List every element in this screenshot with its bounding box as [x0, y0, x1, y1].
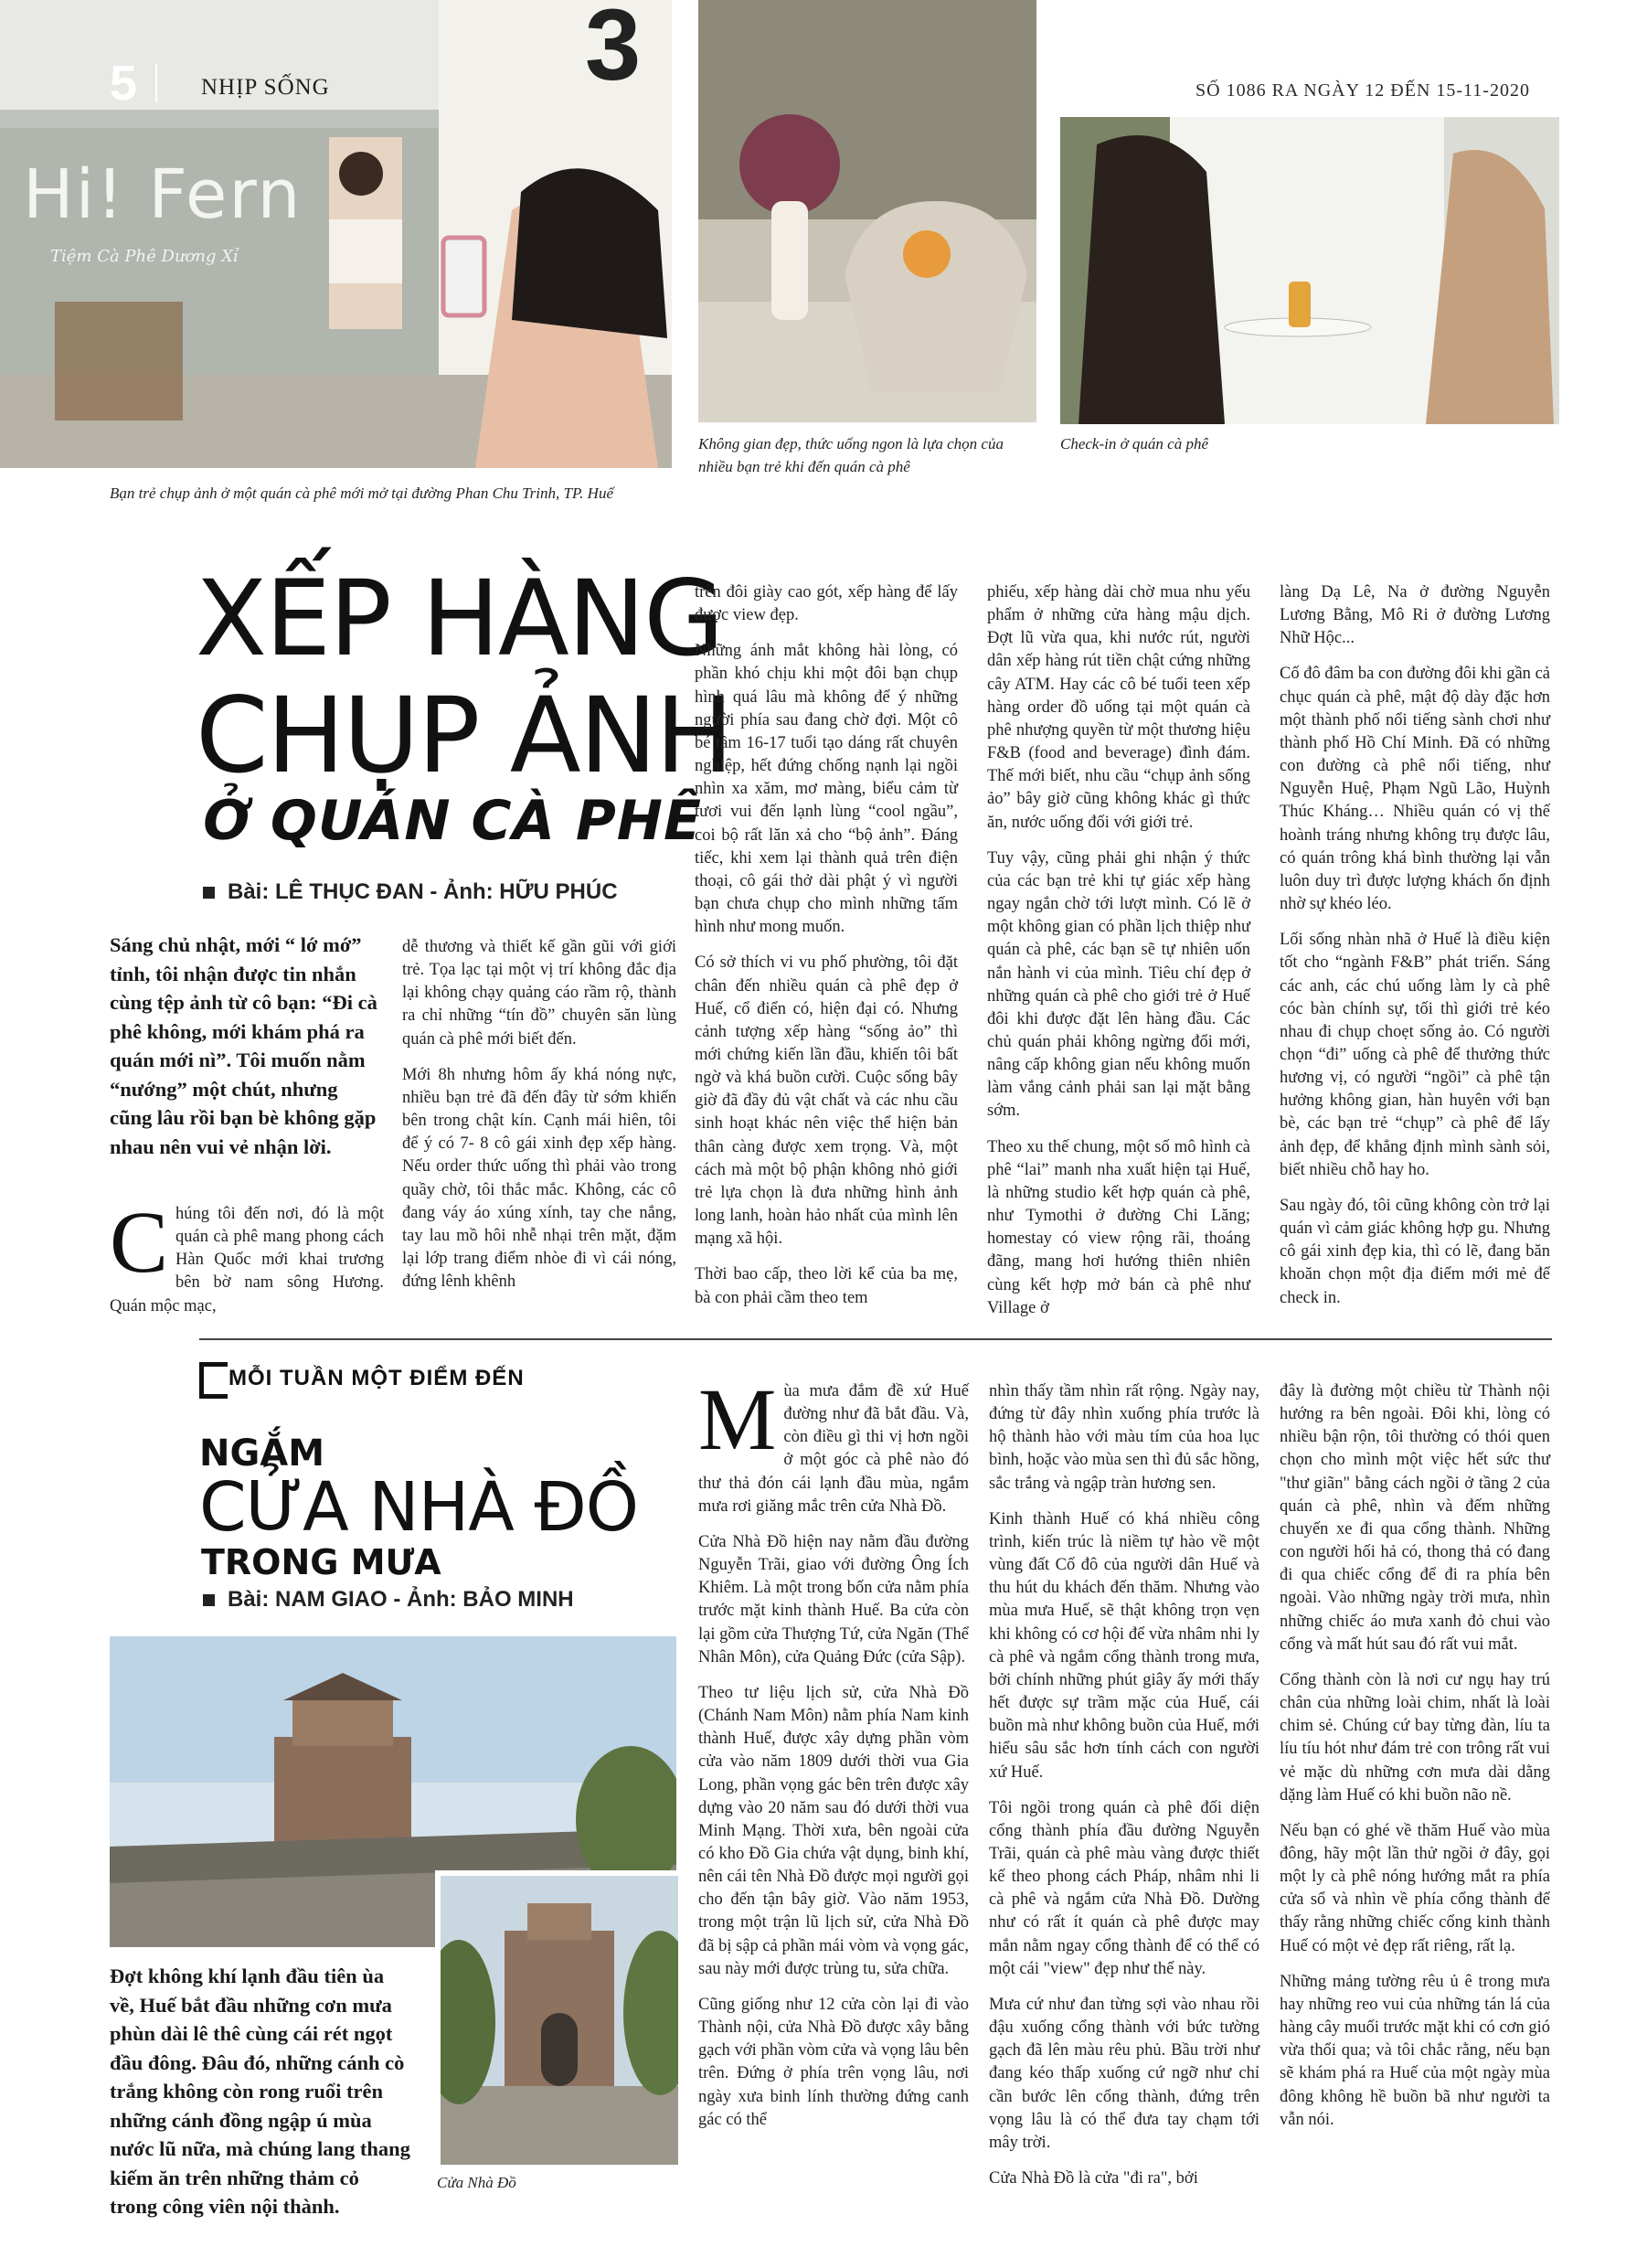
photo-checkin — [1060, 117, 1559, 424]
article1-col2-p2: Mới 8h nhưng hôm ấy khá nóng nực, nhiều bạn trẻ đã đến đây từ sớm khiến bên trong chật kín. Cạnh mái hiên, tôi để ý có 7- 8 cô gái xinh đẹp xếp hàng. Nếu order thức uống thì phải vào trong quầy chờ, tôi thắc mắc. Không, các cô đang váy áo xúng xính, tay che nắng, tay lau mồ hôi nhễ nhại trên mặt, đặm lại lớp trang điểm nhòe đi vì cái nóng, đứng lênh khênh — [402, 1065, 676, 1292]
article1-lead: Sáng chủ nhật, mới “ lớ mớ” tỉnh, tôi nhận được tin nhắn cùng tệp ảnh từ cô bạn: “Đi cà phê không, mới khám phá ra quán mới nì”. Tôi muốn nằm “nướng” một chút, nhưng cũng lâu rồi bạn bè không gặp nhau nên vui vẻ nhận lời. — [110, 933, 377, 1158]
article2-title-line3: TRONG MƯA — [201, 1542, 441, 1582]
article1-col4-p1: phiếu, xếp hàng dài chờ mua nhu yếu phẩm ở những cửa hàng mậu dịch. Đợt lũ vừa qua, khi nước rút, người dân xếp hàng rút tiền chật cứng những cây ATM. Hay các cô bé tuổi teen xếp hàng order đồ uống tại một quán cà phê nhượng quyền từ một thương hiệu F&B (food and beverage) đình đám. Thế mới biết, nhu cầu “chụp ảnh sống ảo” bây giờ cũng không khác gì thức ăn, nước uống đối với giới trẻ. — [987, 583, 1250, 832]
article1-title-line2: CHỤP ẢNH — [196, 675, 732, 796]
photo-cafe-storefront — [0, 0, 672, 468]
article1-col4 — [987, 581, 1250, 1333]
article1-title-line3: Ở QUÁN CÀ PHÊ — [203, 789, 702, 853]
article1-col5-p3: Lối sống nhàn nhã ở Huế là điều kiện tốt cho “ngành F&B” phát triển. Sáng các anh, các chú uống làm ly cà phê cóc bàn chính sự, tối thì giới trẻ kéo nhau đi chụp choẹt sống ảo. Có người chọn “đi” uống cà phê để thưởng thức hương vị, có người “ngồi” cà phê tận hưởng không gian, hàn huyên với bạn bè, các bạn trẻ “chụp” cà phê để lấy ảnh đẹp, để khẳng định mình sành sỏi, biết nhiều chỗ hay ho. — [1280, 931, 1550, 1179]
article2-col2-p2: Kinh thành Huế có khá nhiều công trình, kiến trúc là niềm tự hào về một vùng đất Cố đô của người dân Huế và thu hút du khách đến thăm. Nhưng vào mùa mưa Huế, sẽ thật không trọn vẹn khi không có cơ hội để vừa nhâm nhi ly cà phê và ngắm cổng thành trong mưa, bởi chính những phút giây ấy mới thấy hết được sự trầm mặc của Huế, cái buồn mà như không buồn của Huế, mới hiểu sâu sắc hơn tính cách con người xứ Huế. — [989, 1509, 1259, 1782]
article2-col1-p4: Cũng giống như 12 cửa còn lại đi vào Thành nội, cửa Nhà Đồ được xây bằng gạch với phần vòm cửa và vọng lâu bên trên. Đứng ở phía trên vọng lâu, nơi ngày xưa binh lính thường đứng canh gác có thể — [698, 1995, 969, 2129]
article1-col5-p1: làng Dạ Lê, Na ở đường Nguyễn Lương Bằng, Mô Ri ở đường Lương Nhữ Hộc... — [1280, 583, 1550, 648]
article1-col2-p1: dễ thương và thiết kế gần gũi với giới trẻ. Tọa lạc tại một vị trí không đắc địa lại không chạy quảng cáo rầm rộ, thành ra chỉ những “tín đồ” chuyên săn lùng quán cà phê mới biết đến. — [402, 938, 676, 1049]
article1-col3-p3: Có sở thích vi vu phố phường, tôi đặt chân đến nhiều quán cà phê đẹp ở Huế, cổ điển có, hiện đại có. Nhưng cảnh tượng xếp hàng “sống ảo” thì mới chứng kiến lần đầu, khiến tôi bất ngờ và khá buồn cười. Cuộc sống bây giờ đã đầy đủ vật chất và các nhu cầu sinh hoạt khác nên việc thể hiện bản thân càng được xem trọng. Và, một cách mà một bộ phận không nhỏ giới trẻ lựa chọn là đưa những hình ảnh long lanh, hoàn hảo nhất của mình lên mạng xã hội. — [695, 953, 958, 1249]
article2-title-line2: CỬA NHÀ ĐỒ — [199, 1468, 639, 1547]
article1-col3-p4: Thời bao cấp, theo lời kể của ba mẹ, bà con phải cầm theo tem — [695, 1265, 958, 1307]
caption-checkin: Check-in ở quán cà phê — [1060, 435, 1209, 453]
article2-byline-text: Bài: NAM GIAO - Ảnh: BẢO MINH — [228, 1587, 574, 1612]
article2-title-line1: NGẮM — [199, 1432, 325, 1475]
article1-col3 — [695, 581, 958, 1323]
article2-col3-p1: đây là đường một chiều từ Thành nội hướng ra bên ngoài. Đôi khi, lòng có nhiều bận rộn, tôi thường có thói quen chọn cho mình một việc hết sức thư "thư giãn" bằng cách ngồi ở tầng 2 của quán cà phê, nhìn và đếm những chuyến xe đi qua cổng thành. Những con người hối hả có, thong thả có đang đi qua chiếc cổng để đi ra phía bên ngoài. Vào những ngày trời mưa, nhìn những chiếc áo mưa xanh đỏ chui vào cổng và mất hút sau đó rất vui mắt. — [1280, 1382, 1550, 1654]
article1-col3-p1: trên đôi giày cao gót, xếp hàng để lấy được view đẹp. — [695, 583, 958, 625]
photo-gate-inset — [435, 1870, 684, 2170]
article1-col1-p1: húng tôi đến nơi, đó là một quán cà phê mang phong cách Hàn Quốc mới khai trương bên bờ nam sông Hương. Quán mộc mạc, — [110, 1205, 384, 1315]
issue-date: SỐ 1086 RA NGÀY 12 ĐẾN 15-11-2020 — [1195, 80, 1530, 101]
shop-sign-subtitle: Tiệm Cà Phê Dương Xỉ — [50, 247, 239, 266]
article1-col5 — [1280, 581, 1550, 1323]
big-page-number: 3 — [585, 0, 642, 101]
kicker-bracket-icon — [199, 1362, 228, 1399]
article2-col1-p3: Theo tư liệu lịch sử, cửa Nhà Đồ (Chánh Nam Môn) nằm phía Nam kinh thành Huế, được xây dựng phần vòm cửa vào năm 1809 dưới thời vua Gia Long, phần vọng gác bên trên được xây dựng vào 20 năm sau đó dưới thời vua Minh Mạng. Thời xưa, bên ngoài cửa có kho Đồ Gia chứa vật dụng, binh khí, nên cái tên Nhà Đồ được mọi người gọi cho đến tận bây giờ. Vào năm 1953, trong một trận lũ lịch sử, cửa Nhà Đồ đã bị sập cả phần mái vòm và vọng gác, sau này mới được trùng tu, sửa chữa. — [698, 1683, 969, 1978]
article1-col1 — [110, 1193, 384, 1331]
article1-col5-p4: Sau ngày đó, tôi cũng không còn trở lại quán vì cảm giác không hợp gu. Nhưng cô gái xinh đẹp kia, thì có lẽ, đang băn khoăn chọn một địa điểm mới mẻ để check in. — [1280, 1196, 1550, 1307]
article1-byline-text: Bài: LÊ THỤC ĐAN - Ảnh: HỮU PHÚC — [228, 879, 618, 904]
caption-storefront: Bạn trẻ chụp ảnh ở một quán cà phê mới mở tại đường Phan Chu Trinh, TP. Huế — [110, 484, 613, 502]
article1-col3-p2: Những ánh mắt không hài lòng, có phần khó chịu khi một đôi bạn chụp hình quá lâu mà không để ý những người phía sau đang chờ đợi. Một cô bé tầm 16-17 tuổi tạo dáng rất chuyên nghiệp, hết đứng chống nạnh lại ngồi nhìn xa xăm, mơ màng, biểu cảm từ tươi vui đến lạnh lùng “cool ngầu”, coi bộ rất lăn xả cho “bộ ảnh”. Đáng tiếc, khi xem lại thành quả trên điện thoại, cô gái thở dài phật ý vì người bạn chưa chụp cho mình những tấm hình như mong muốn. — [695, 642, 958, 937]
article2-col2-p4: Mưa cứ như đan từng sợi vào nhau rồi đậu xuống cổng thành với bức tường gạch đã lên màu rêu phủ. Bầu trời như đang kéo thấp xuống cứ ngỡ như chỉ cần bước lên cổng thành, đứng trên vọng lâu là có thể đưa tay chạm tới mây trời. — [989, 1995, 1259, 2152]
page-number: 5 — [110, 56, 138, 111]
article2-lead: Đợt không khí lạnh đầu tiên ùa về, Huế bắt đầu những cơn mưa phùn dài lê thê cùng cái rét ngọt đầu đông. Đâu đó, những cánh cò trắng không còn rong ruổi trên những cánh đồng ngập ú mùa nước lũ nữa, mà chúng lang thang kiếm ăn trên những thảm cỏ trong công viên nội thành. — [110, 1965, 410, 2218]
article1-col5-p2: Cố đô đâm ba con đường đôi khi gần cả chục quán cà phê, mật độ dày đặc hơn một thành phố nổi tiếng sành chơi như thành phố Hồ Chí Minh. Đã có những con đường cà phê nổi tiếng, như Nguyễn Huệ, Phạm Ngũ Lão, Huỳnh Thúc Kháng… Nhiều quán có vị thế hoành tráng nhưng không trụ được lâu, có quán trông khá bình thường lại vẫn luôn duy trì được lượng khách ổn định nhờ sự khéo léo. — [1280, 665, 1550, 914]
article1-col2 — [402, 936, 676, 1306]
section-divider — [199, 1338, 1552, 1340]
article2-col2-p1: nhìn thấy tầm nhìn rất rộng. Ngày nay, đứng từ đây nhìn xuống phía trước là hộ thành hào với màu tím của hoa lục bình, hoặc vào mùa sen thì đủ sắc hồng, sắc trắng và ngập tràn hương sen. — [989, 1382, 1259, 1493]
caption-drink: Không gian đẹp, thức uống ngon là lựa chọn của nhiều bạn trẻ khi đến quán cà phê — [698, 435, 1004, 475]
photo-drink — [698, 0, 1036, 422]
article2-kicker: MỖI TUẦN MỘT ĐIỂM ĐẾN — [228, 1366, 525, 1390]
article1-byline — [203, 879, 618, 905]
article1-dropcap: C — [110, 1193, 169, 1291]
article2-dropcap: M — [698, 1370, 777, 1468]
article2-col1-p1: ùa mưa đắm đề xứ Huế đường như đã bắt đầu. Và, còn điều gì thi vị hơn ngồi ở một góc cà phê nào đó thư thả đón cái lạnh đầu mùa, ngắm mưa rơi giăng mắc trên cửa Nhà Đồ. — [698, 1382, 969, 1516]
article1-title-line1: XẾP HÀNG — [196, 558, 723, 679]
article2-col3-p4: Những mảng tường rêu ủ ê trong mưa hay những reo vui của những tán lá của hàng cây muối trước mặt khi có cơn gió vừa thổi qua; và tôi chắc rằng, nếu bạn sẽ khám phá ra Huế của một ngày mùa đông không hề buồn bã như người ta vẫn nói. — [1280, 1972, 1550, 2129]
article2-byline — [203, 1587, 574, 1613]
article2-col3-p2: Cổng thành còn là nơi cư ngụ hay trú chân của những loài chim, nhất là loài chim sẻ. Chúng cứ bay từng đàn, líu ta líu tíu hót như đám trẻ con trông rất vui vẻ mặc dù những cơn mưa dài dằng dặng làm Huế có khi buồn não nề. — [1280, 1670, 1550, 1805]
article2-col2-p3: Tôi ngồi trong quán cà phê đối diện cổng thành phía đầu đường Nguyễn Trãi, quán cà phê màu vàng được thiết kế theo phong cách Pháp, nhâm nhi li cà phê và ngắm cửa Nhà Đồ. Dường như có rất ít quán cà phê được may mắn nằm ngay cổng thành để có thể có một cái "view" đẹp như thế này. — [989, 1798, 1259, 1978]
caption-gate: Cửa Nhà Đồ — [437, 2174, 516, 2191]
article2-col1 — [698, 1370, 969, 2145]
article2-col3-p3: Nếu bạn có ghé về thăm Huế vào mùa đông, hãy một lần thử ngồi ở đây, gọi một ly cà phê nóng hướng mắt ra phía cửa sổ và nhìn về phía cổng thành để thấy rằng những chiếc cổng kinh thành Huế có một vẻ đẹp rất riêng, rất lạ. — [1280, 1821, 1550, 1955]
section-name: NHỊP SỐNG — [201, 75, 330, 100]
header-divider — [155, 64, 157, 102]
article2-col2 — [989, 1380, 1259, 2203]
article2-col1-p2: Cửa Nhà Đồ hiện nay nằm đầu đường Nguyễn Trãi, giao với đường Ông Ích Khiêm. Là một trong bốn cửa nằm phía trước mặt kinh thành Huế. Ba cửa còn lại gồm cửa Thượng Tứ, cửa Ngăn (Thể Nhân Môn), cửa Quảng Đức (cửa Sập). — [698, 1532, 969, 1666]
article2-col2-p5: Cửa Nhà Đồ là cửa "đi ra", bởi — [989, 2169, 1198, 2188]
article1-col4-p3: Theo xu thế chung, một số mô hình cà phê “lai” manh nha xuất hiện tại Huế, là những studio kết hợp quán cà phê, như Tymothi ở đường Chi Lăng; homestay có view rộng rãi, thoáng đãng, mang hơi hướng thiên nhiên cùng kết hợp mở bán cà phê như Village ở — [987, 1137, 1250, 1317]
article1-col4-p2: Tuy vậy, cũng phải ghi nhận ý thức của các bạn trẻ khi tự giác xếp hàng ngay ngắn chờ tới lượt mình. Có lẽ ở một không gian có phần lịch thiệp như quán cà phê, các bạn sẽ tự nhiên uốn nắn hành vi của mình. Tiêu chí đẹp ở những quán cà phê cho giới trẻ ở Huế đôi khi được đặt lên hàng đầu. Các chủ quán phải không ngừng đổi mới, nâng cấp không gian nếu không muốn làm vắng cảnh phải san lại mặt bằng sớm. — [987, 848, 1250, 1121]
shop-sign: Hi! Fern — [23, 155, 303, 234]
article2-col3 — [1280, 1380, 1550, 2145]
